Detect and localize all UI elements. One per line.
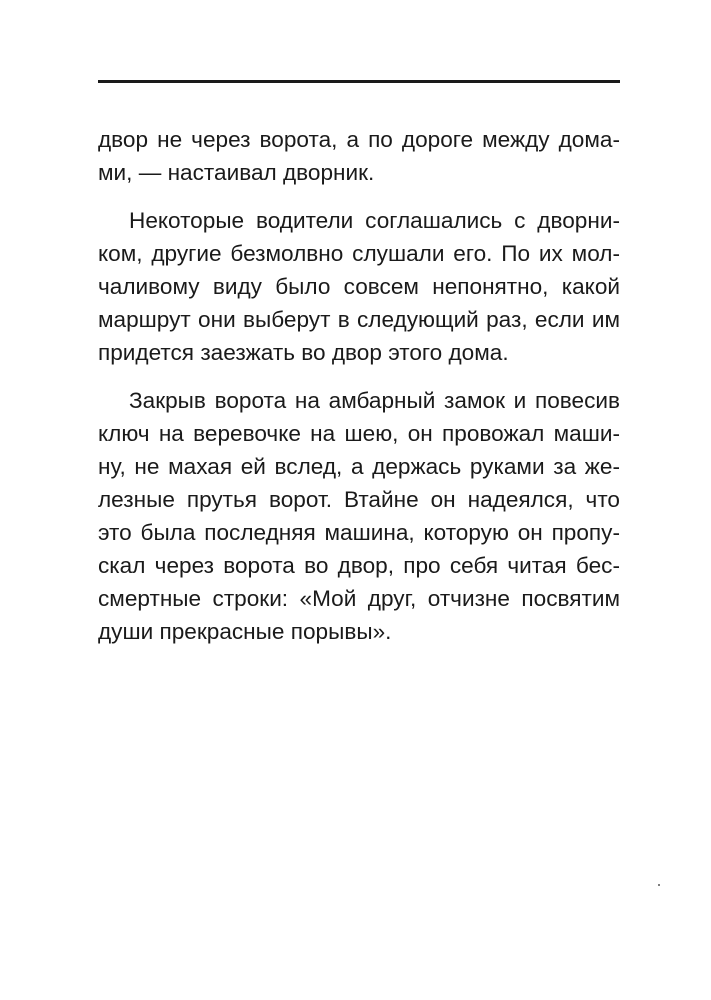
- text-line: придется заезжать во двор этого дома.: [98, 340, 509, 365]
- header-rule: [98, 80, 620, 83]
- text-line: Закрыв ворота на амбарный замок и повесив: [129, 388, 620, 413]
- paragraph-3: [98, 384, 620, 648]
- text-line: скал через ворота во двор, про себя читая бес-: [98, 553, 620, 578]
- text-line: ключ на веревочке на шею, он провожал маши-: [98, 421, 620, 446]
- text-line: лезные прутья ворот. Втайне он надеялся, что: [98, 487, 620, 512]
- text-line: ми, — настаивал дворник.: [98, 160, 375, 185]
- text-line: Некоторые водители соглашались с дворни-: [129, 208, 620, 233]
- text-line: души прекрасные порывы».: [98, 619, 392, 644]
- scan-speck: [658, 884, 660, 886]
- text-line: двор не через ворота, а по дороге между дома-: [98, 127, 620, 152]
- text-line: это была последняя машина, которую он пропу-: [98, 520, 620, 545]
- text-line: ком, другие безмолвно слушали его. По их мол-: [98, 241, 620, 266]
- paragraph-1: [98, 123, 620, 189]
- text-line: маршрут они выберут в следующий раз, если им: [98, 307, 620, 332]
- paragraph-2: [98, 204, 620, 369]
- body-text: [98, 123, 620, 663]
- text-line: ну, не махая ей вслед, а держась руками за же-: [98, 454, 620, 479]
- text-line: чаливому виду было совсем непонятно, какой: [98, 274, 620, 299]
- text-line: смертные строки: «Мой друг, отчизне посвятим: [98, 586, 620, 611]
